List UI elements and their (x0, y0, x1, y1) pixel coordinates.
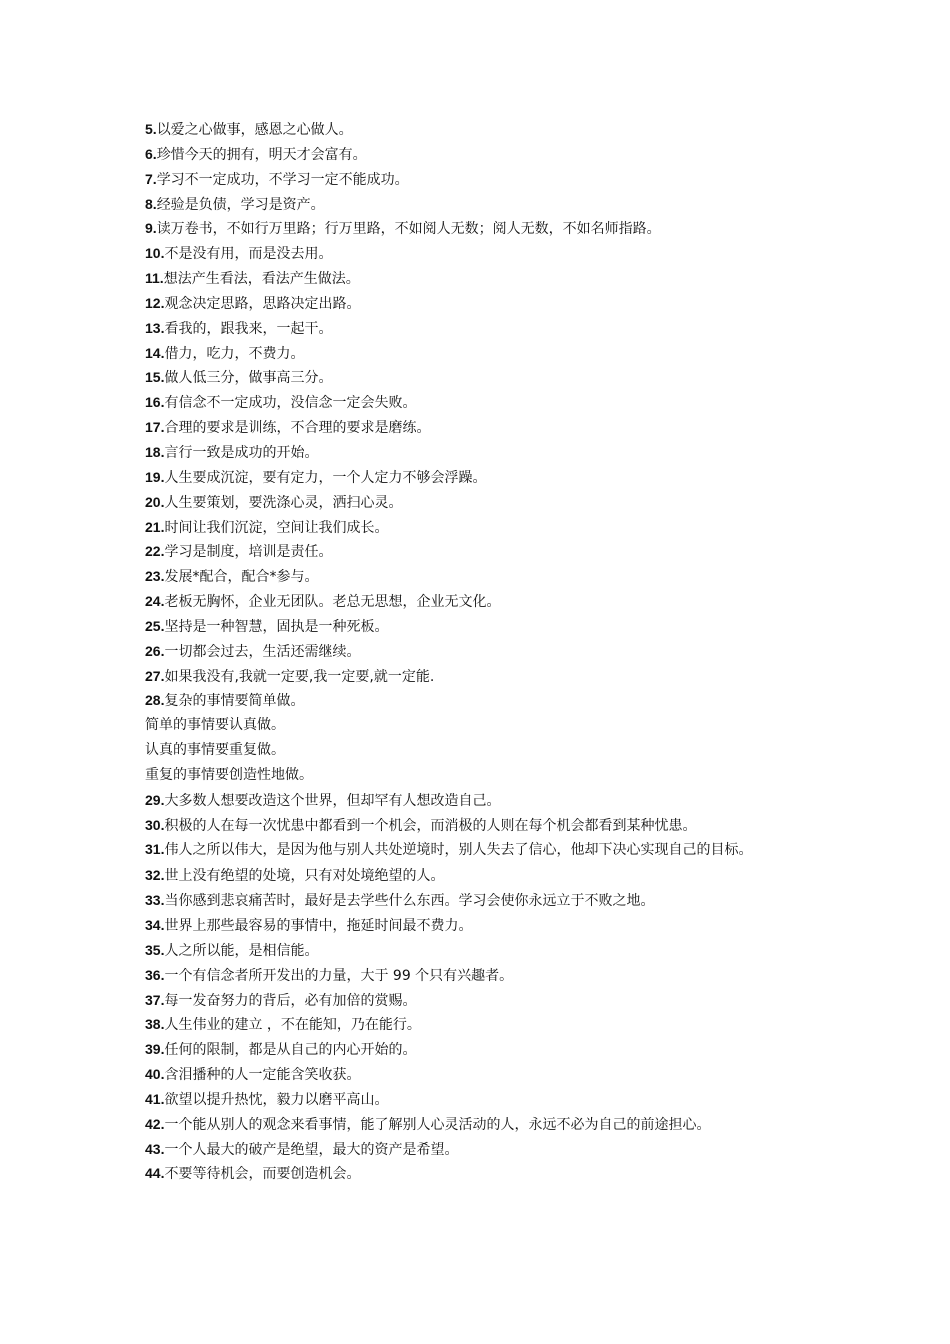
list-item (145, 639, 815, 664)
item-number: 16. (145, 394, 165, 411)
list-item (145, 1161, 815, 1186)
list-item-continuation (145, 738, 815, 763)
list-item (145, 564, 815, 589)
list-item (145, 291, 815, 316)
item-text: 老板无胸怀，企业无团队。老总无思想，企业无文化。 (164, 594, 501, 611)
item-text: 发展*配合，配合*参与。 (164, 569, 319, 586)
item-number: 14. (145, 344, 165, 361)
list-item (145, 664, 815, 689)
item-number: 37. (145, 991, 165, 1008)
item-text: 复杂的事情要简单做。 (164, 693, 305, 710)
list-item (145, 316, 815, 341)
item-text: 积极的人在每一次忧患中都看到一个机会，而消极的人则在每个机会都看到某种忧患。 (164, 817, 697, 834)
item-number: 31. (145, 841, 165, 858)
item-number: 44. (145, 1165, 165, 1182)
item-number: 9. (145, 220, 157, 237)
list-item (145, 813, 815, 838)
item-text: 一个人最大的破产是绝望，最大的资产是希望。 (164, 1141, 459, 1158)
item-number: 8. (145, 195, 157, 212)
item-number: 28. (145, 692, 165, 709)
list-item (145, 390, 815, 415)
item-number: 23. (145, 568, 165, 585)
list-item (145, 465, 815, 490)
item-number: 5. (145, 121, 157, 137)
item-text: 时间让我们沉淀，空间让我们成长。 (164, 519, 389, 536)
list-item (145, 938, 815, 963)
item-number: 29. (145, 791, 165, 808)
item-text: 看我的，跟我来，一起干。 (164, 320, 333, 337)
item-number: 7. (145, 170, 157, 187)
list-item (145, 117, 815, 142)
list-item (145, 614, 815, 639)
item-text: 欲望以提升热忱，毅力以磨平高山。 (164, 1091, 389, 1108)
item-number: 27. (145, 667, 165, 684)
list-item (145, 142, 815, 167)
item-number: 19. (145, 468, 165, 485)
item-text: 以爱之心做事，感恩之心做人。 (156, 122, 353, 138)
item-text: 认真的事情要重复做。 (145, 742, 285, 759)
item-text: 世上没有绝望的处境，只有对处境绝望的人。 (164, 868, 445, 885)
list-item (145, 241, 815, 266)
list-item (145, 688, 815, 713)
item-text: 一切都会过去，生活还需继续。 (164, 643, 361, 660)
item-text: 做人低三分，做事高三分。 (164, 370, 333, 387)
item-number: 13. (145, 319, 165, 336)
item-number: 15. (145, 369, 165, 386)
list-item (145, 1137, 815, 1162)
item-text: 有信念不一定成功，没信念一定会失败。 (164, 395, 417, 412)
list-item (145, 589, 815, 614)
item-text: 珍惜今天的拥有，明天才会富有。 (156, 146, 367, 163)
item-text: 坚持是一种智慧，固执是一种死板。 (164, 618, 389, 635)
item-number: 20. (145, 493, 165, 510)
item-text: 人之所以能，是相信能。 (164, 942, 319, 959)
list-item (145, 1062, 815, 1087)
item-number: 30. (145, 816, 165, 833)
item-number: 6. (145, 145, 157, 162)
item-text: 学习不一定成功，不学习一定不能成功。 (156, 171, 409, 188)
item-text: 人生伟业的建立 ，不在能知，乃在能行。 (164, 1017, 421, 1034)
list-item (145, 888, 815, 913)
list-item-continuation (145, 763, 815, 788)
item-text: 一个能从别人的观念来看事情，能了解别人心灵活动的人，永远不必为自己的前途担心。 (164, 1116, 711, 1133)
item-number: 21. (145, 518, 165, 535)
list-item (145, 216, 815, 241)
document-body (145, 117, 815, 1186)
list-item (145, 167, 815, 192)
item-text: 任何的限制，都是从自己的内心开始的。 (164, 1042, 417, 1059)
item-number: 17. (145, 419, 165, 436)
list-item (145, 192, 815, 217)
list-item (145, 266, 815, 291)
item-text: 重复的事情要创造性地做。 (145, 766, 313, 783)
list-item (145, 988, 815, 1013)
item-number: 25. (145, 617, 165, 634)
item-text: 人生要策划，要洗涤心灵，洒扫心灵。 (164, 494, 403, 511)
item-number: 36. (145, 966, 165, 983)
item-number: 12. (145, 294, 165, 311)
item-text: 观念决定思路，思路决定出路。 (164, 295, 361, 312)
list-item (145, 1112, 815, 1137)
item-number: 41. (145, 1090, 165, 1107)
item-text: 如果我没有,我就一定要,我一定要,就一定能. (164, 668, 435, 685)
item-text: 读万卷书，不如行万里路；行万里路，不如阅人无数；阅人无数，不如名师指路。 (156, 221, 661, 238)
list-item (145, 963, 815, 988)
item-text: 当你感到悲哀痛苦时，最好是去学些什么东西。学习会使你永远立于不败之地。 (164, 893, 655, 910)
list-item (145, 1087, 815, 1112)
item-text: 人生要成沉淀，要有定力，一个人定力不够会浮躁。 (164, 469, 487, 486)
item-number: 35. (145, 941, 165, 958)
item-number: 33. (145, 892, 165, 909)
item-text: 言行一致是成功的开始。 (164, 444, 319, 461)
list-item-continuation (145, 713, 815, 738)
list-item (145, 490, 815, 515)
item-text: 含泪播种的人一定能含笑收获。 (164, 1067, 361, 1084)
item-number: 38. (145, 1016, 165, 1033)
list-item (145, 1037, 815, 1062)
item-number: 11. (145, 270, 164, 287)
item-text: 不是没有用，而是没去用。 (164, 246, 333, 263)
item-number: 22. (145, 543, 165, 560)
item-number: 18. (145, 443, 165, 460)
item-text: 经验是负债，学习是资产。 (156, 196, 325, 213)
item-text: 伟人之所以伟大，是因为他与别人共处逆境时，别人失去了信心，他却下决心实现自己的目标。 (164, 842, 753, 859)
item-text: 简单的事情要认真做。 (145, 717, 285, 734)
list-item (145, 837, 815, 863)
list-item (145, 365, 815, 390)
item-text: 不要等待机会，而要创造机会。 (164, 1166, 361, 1183)
list-item (145, 440, 815, 465)
item-text: 学习是制度，培训是责任。 (164, 544, 333, 561)
item-text: 世界上那些最容易的事情中，拖延时间最不费力。 (164, 918, 473, 934)
list-item (145, 863, 815, 888)
item-text: 大多数人想要改造这个世界，但却罕有人想改造自己。 (164, 792, 501, 809)
list-item (145, 341, 815, 366)
list-item (145, 788, 815, 813)
list-item (145, 515, 815, 540)
list-item (145, 539, 815, 564)
list-item (145, 913, 815, 938)
item-number: 34. (145, 917, 165, 933)
item-text: 一个有信念者所开发出的力量，大于 99 个只有兴趣者。 (164, 967, 514, 984)
list-item (145, 1012, 815, 1037)
item-text: 借力，吃力，不费力。 (164, 345, 305, 362)
item-number: 10. (145, 245, 165, 262)
item-text: 合理的要求是训练，不合理的要求是磨练。 (164, 420, 431, 437)
item-number: 40. (145, 1066, 165, 1083)
item-number: 39. (145, 1041, 165, 1058)
item-number: 42. (145, 1115, 165, 1132)
item-number: 32. (145, 867, 165, 884)
list-item (145, 415, 815, 440)
item-text: 每一发奋努力的背后，必有加倍的赏赐。 (164, 992, 417, 1009)
item-number: 43. (145, 1140, 165, 1157)
item-text: 想法产生看法，看法产生做法。 (163, 271, 360, 288)
item-number: 26. (145, 642, 165, 659)
item-number: 24. (145, 593, 165, 610)
